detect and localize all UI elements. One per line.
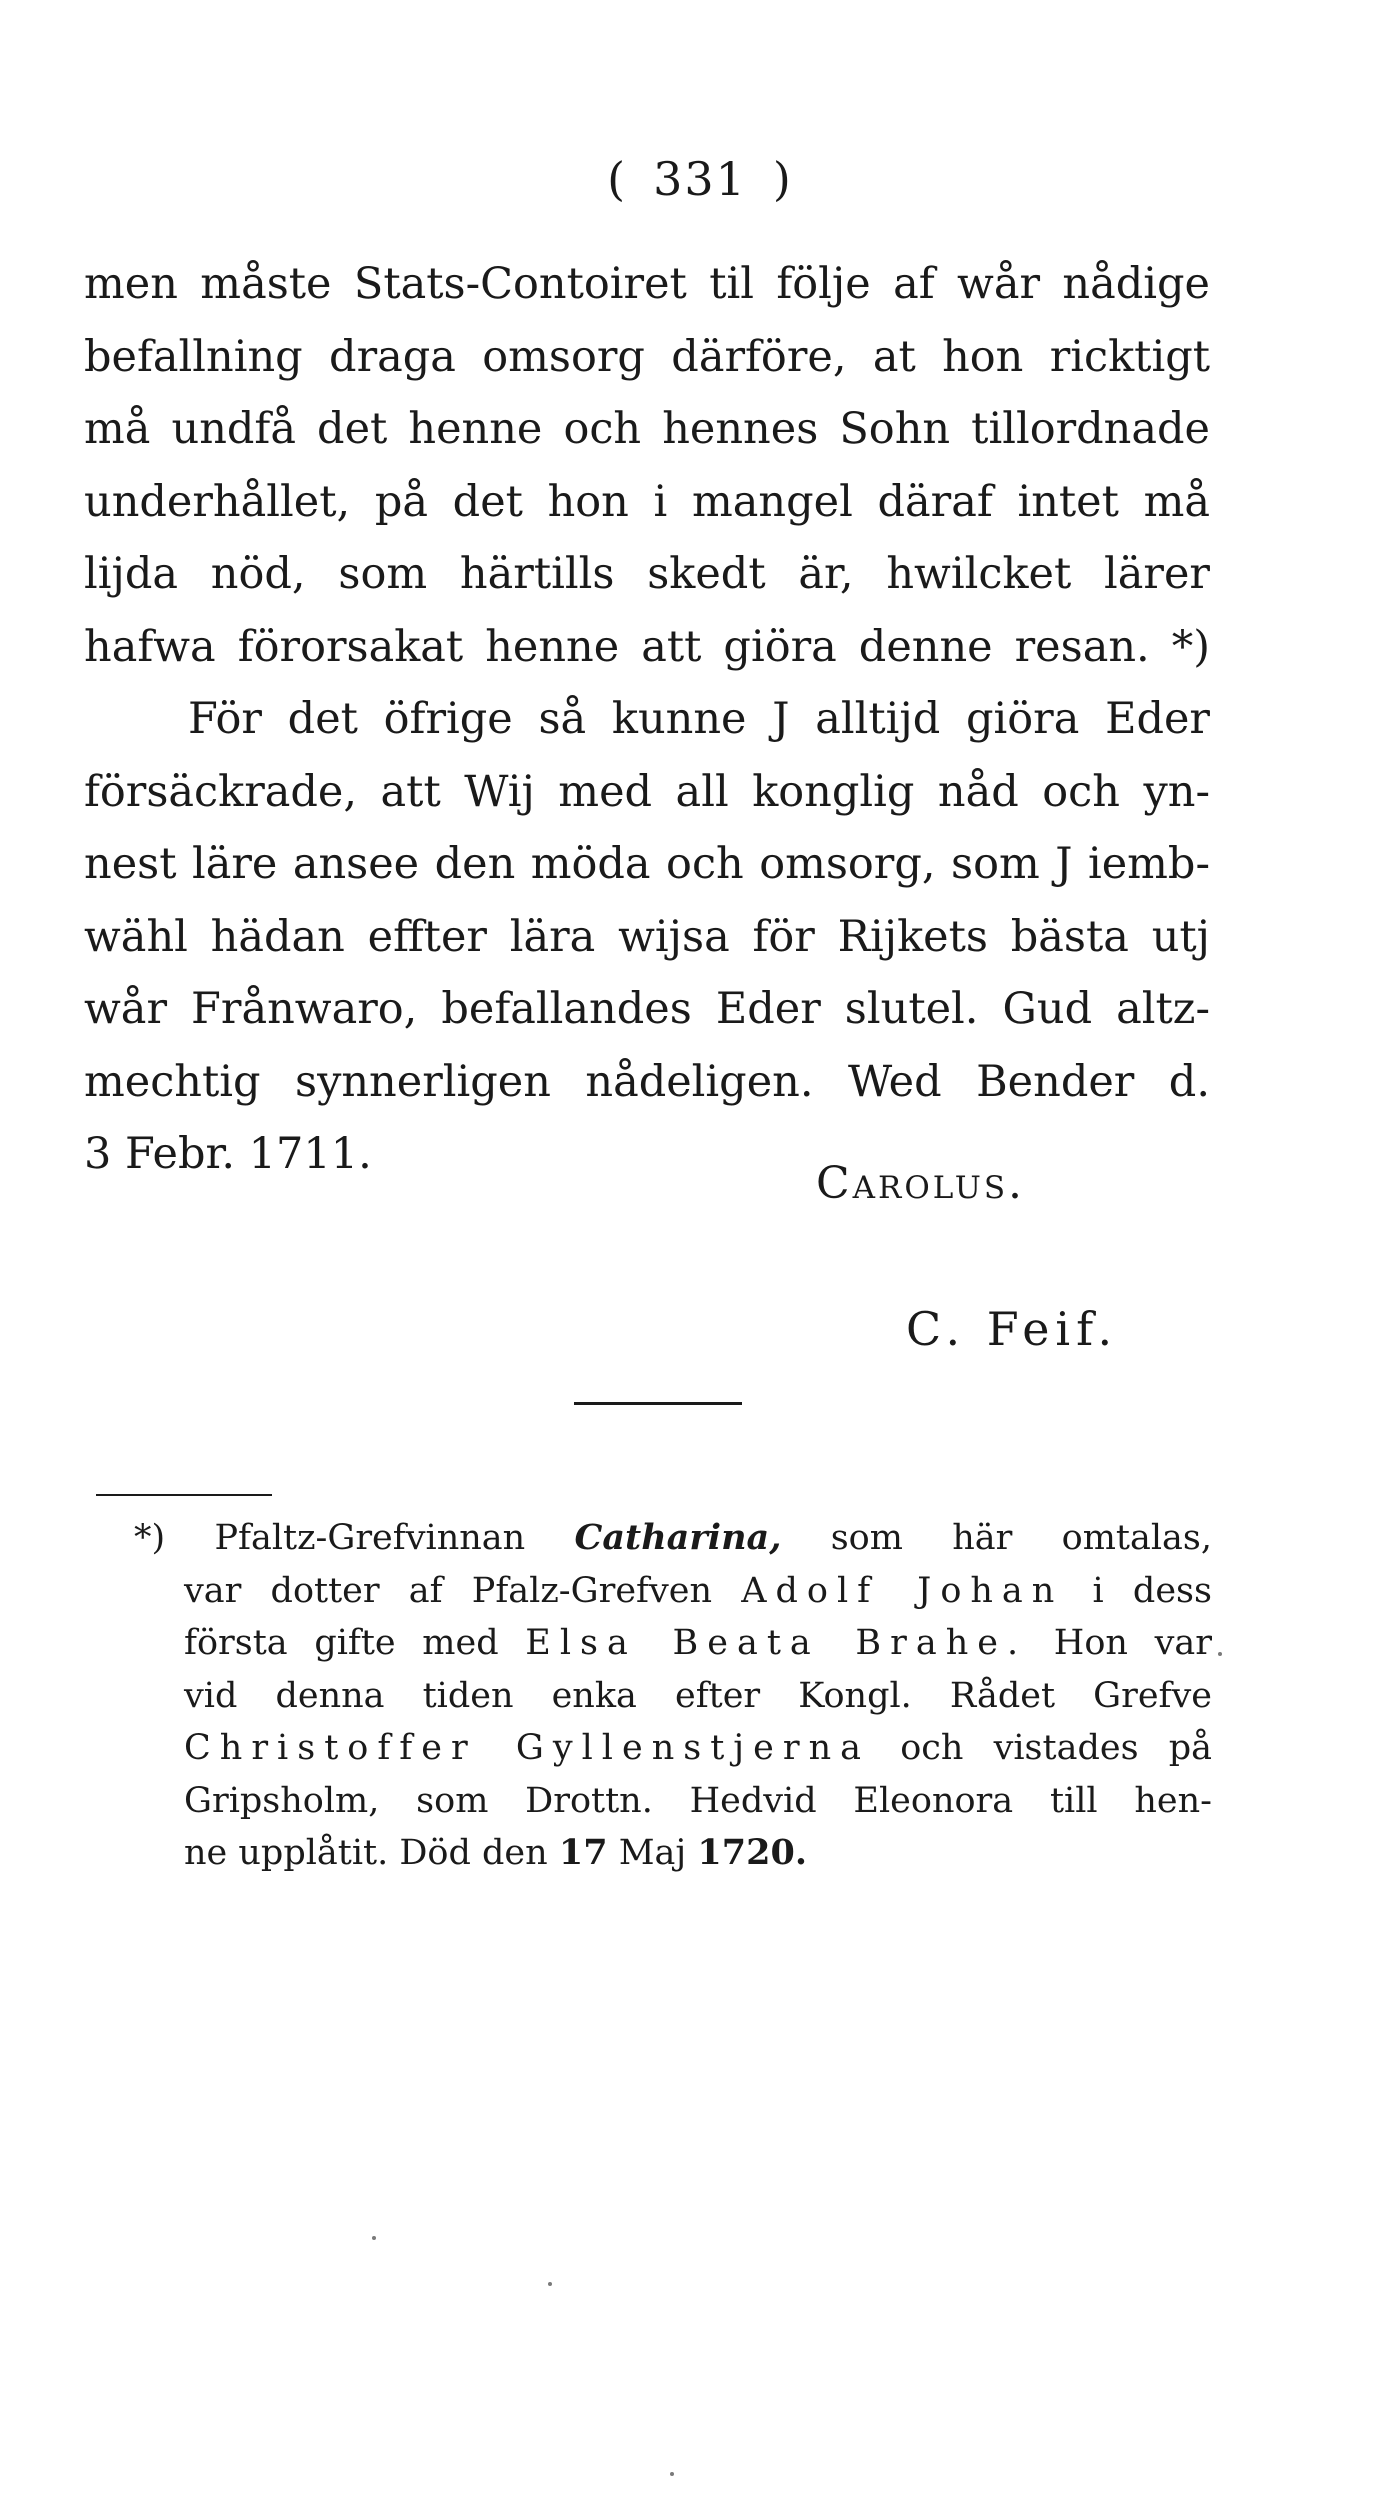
signature-carolus: Carolus. [816, 1158, 1026, 1209]
text-line: wähl hädan effter lära wijsa för Rijkets bästa utj [84, 911, 1210, 962]
footnote-line [134, 1512, 1212, 1565]
footnote-text: första gifte med [184, 1623, 499, 1663]
text-line: befallning draga omsorg därföre, at hon ricktigt [84, 331, 1210, 382]
text-line: försäckrade, att Wij med all konglig nåd och yn- [84, 766, 1210, 817]
page-number: 331 [653, 152, 747, 206]
footnote-marker: *) [134, 1518, 166, 1558]
person-name: Christoffer Gyllenstjerna [184, 1728, 870, 1768]
footnote-separator [96, 1494, 272, 1496]
page-header [0, 152, 1400, 206]
footnote-text: som här omtalas, [830, 1518, 1212, 1558]
footnote-line [134, 1617, 1212, 1670]
text-line: hafwa förorsakat henne att giöra denne resan. *) [84, 621, 1210, 672]
person-name: Adolf Johan [741, 1570, 1064, 1611]
main-text [84, 248, 1210, 1191]
date-line: 3 Febr. 1711. [84, 1129, 372, 1179]
footnote-text: ne upplåtit. Död den [184, 1833, 548, 1873]
footnote-text: Hon var [1053, 1623, 1212, 1663]
footnote-text: och vistades på [900, 1728, 1212, 1768]
footnote-text: var dotter af Pfalz-Grefven [184, 1570, 713, 1611]
paper-speck [670, 2472, 674, 2476]
text-line: lijda nöd, som härtills skedt är, hwilcket lärer [84, 549, 1210, 599]
person-name: Catharina, [574, 1517, 782, 1558]
footnote-line [134, 1565, 1212, 1618]
footnote-year: 1720. [697, 1832, 808, 1873]
text-line: mechtig synnerligen nådeligen. Wed Bender d. [84, 1056, 1210, 1107]
header-open-paren: ( [607, 152, 628, 206]
text-line: underhållet, på det hon i mangel däraf intet må [84, 476, 1210, 527]
paper-speck [548, 2282, 552, 2286]
footnote-month: Maj [618, 1833, 687, 1873]
paper-speck [1218, 1652, 1222, 1656]
person-name: Elsa Beata Brahe. [525, 1623, 1028, 1663]
paper-speck [372, 2236, 376, 2240]
paragraph-start-line: För det öfrige så kunne J alltijd giöra Eder [188, 694, 1210, 744]
footnote [134, 1512, 1212, 1880]
footnote-text: Pfaltz-Grefvinnan [214, 1518, 526, 1558]
text-line: men måste Stats-Contoiret til följe af wår nådige [84, 259, 1210, 309]
footnote-text: i dess [1092, 1570, 1212, 1611]
footnote-line: Gripsholm, som Drottn. Hedvid Eleonora till hen- [184, 1780, 1212, 1821]
footnote-line [134, 1827, 1212, 1880]
footnote-line: vid denna tiden enka efter Kongl. Rådet Grefve [184, 1675, 1212, 1716]
signature-feif: C. Feif. [906, 1302, 1119, 1356]
text-line: må undfå det henne och hennes Sohn tillordnade [84, 404, 1210, 454]
header-close-paren: ) [772, 152, 793, 206]
section-divider [574, 1402, 742, 1405]
footnote-line [134, 1722, 1212, 1775]
text-line: nest läre ansee den möda och omsorg, som J iemb- [84, 839, 1210, 889]
text-line: wår Frånwaro, befallandes Eder slutel. Gud altz- [84, 984, 1210, 1034]
footnote-day: 17 [558, 1832, 608, 1873]
